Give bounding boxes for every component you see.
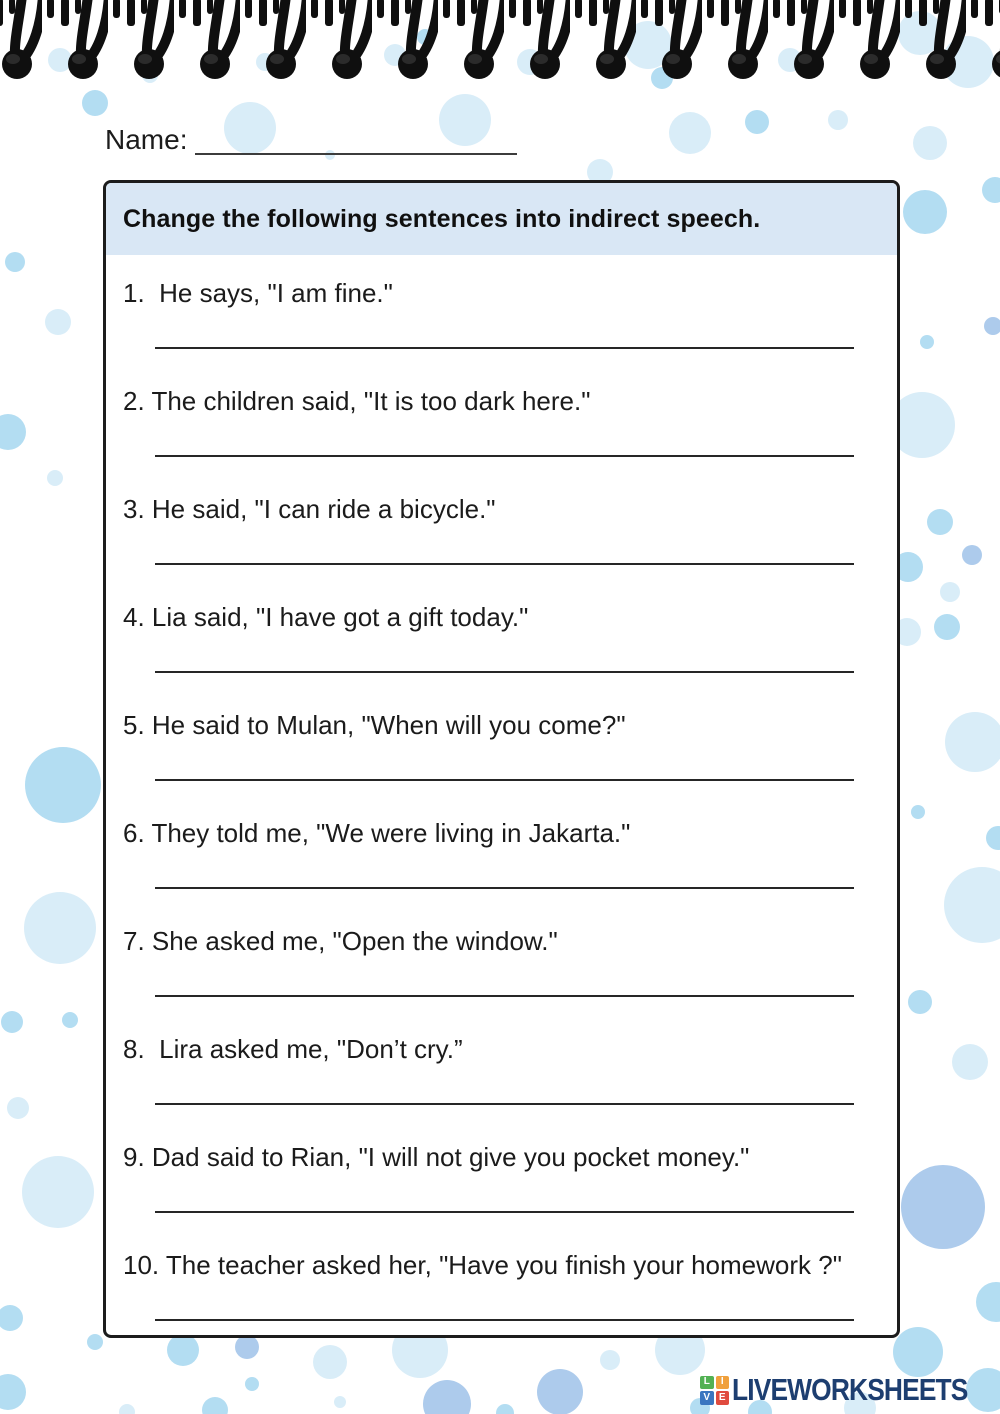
background-dot <box>940 582 960 602</box>
background-dot <box>496 1404 514 1414</box>
background-dot <box>903 190 947 234</box>
background-dot <box>962 545 982 565</box>
question-item <box>106 363 897 471</box>
question-item <box>106 1011 897 1119</box>
background-dot <box>901 1165 985 1249</box>
logo-tile-v: V <box>700 1391 714 1405</box>
answer-line[interactable] <box>155 1211 854 1213</box>
question-item <box>106 795 897 903</box>
background-dot <box>167 1334 199 1366</box>
background-dot <box>5 252 25 272</box>
logo-tile-l: L <box>700 1376 714 1390</box>
background-dot <box>911 805 925 819</box>
question-text: 10. The teacher asked her, "Have you finish your homework ?" <box>123 1250 842 1280</box>
name-label: Name: <box>105 124 188 155</box>
background-dot <box>927 509 953 535</box>
background-dot <box>313 1345 347 1379</box>
question-text: 3. He said, "I can ride a bicycle." <box>123 494 496 524</box>
background-dot <box>7 1097 29 1119</box>
liveworksheets-logo[interactable] <box>700 1372 1000 1408</box>
background-dot <box>224 102 276 154</box>
background-dot <box>669 112 711 154</box>
background-dot <box>245 1377 259 1391</box>
background-dot <box>119 1404 135 1414</box>
background-dot <box>952 1044 988 1080</box>
answer-line[interactable] <box>155 995 854 997</box>
question-text: 2. The children said, "It is too dark here." <box>123 386 591 416</box>
answer-line[interactable] <box>155 347 854 349</box>
worksheet-instruction: Change the following sentences into indirect speech. <box>106 183 897 255</box>
spiral-binding-icon <box>0 0 1000 96</box>
background-dot <box>537 1369 583 1414</box>
background-dot <box>0 1374 26 1410</box>
background-dot <box>828 110 848 130</box>
question-text: 9. Dad said to Rian, "I will not give you pocket money." <box>123 1142 750 1172</box>
background-dot <box>982 177 1000 203</box>
question-item <box>106 471 897 579</box>
background-dot <box>24 892 96 964</box>
logo-tile-i: I <box>716 1376 730 1390</box>
answer-line[interactable] <box>155 455 854 457</box>
background-dot <box>920 335 934 349</box>
answer-line[interactable] <box>155 563 854 565</box>
background-dot <box>202 1397 228 1414</box>
background-dot <box>0 1305 23 1331</box>
liveworksheets-wordmark: LIVEWORKSHEETS <box>732 1372 968 1407</box>
question-text: 7. She asked me, "Open the window." <box>123 926 558 956</box>
background-dot <box>944 867 1000 943</box>
worksheet-card <box>103 180 900 1338</box>
logo-tile-e: E <box>716 1391 730 1405</box>
answer-line[interactable] <box>155 887 854 889</box>
question-text: 6. They told me, "We were living in Jakarta." <box>123 818 631 848</box>
question-item <box>106 1227 897 1335</box>
question-text: 1. He says, "I am fine." <box>123 278 393 308</box>
question-item <box>106 687 897 795</box>
background-dot <box>908 990 932 1014</box>
question-text: 4. Lia said, "I have got a gift today." <box>123 602 529 632</box>
background-dot <box>423 1380 471 1414</box>
background-dot <box>25 747 101 823</box>
background-dot <box>47 470 63 486</box>
background-dot <box>913 126 947 160</box>
background-dot <box>600 1350 620 1370</box>
question-item <box>106 579 897 687</box>
liveworksheets-grid-icon <box>700 1376 729 1405</box>
background-dot <box>439 94 491 146</box>
background-dot <box>976 1282 1000 1322</box>
answer-line[interactable] <box>155 1103 854 1105</box>
background-dot <box>986 826 1000 850</box>
background-dot <box>334 1396 346 1408</box>
question-text: 8. Lira asked me, "Don’t cry.” <box>123 1034 463 1064</box>
background-dot <box>87 1334 103 1350</box>
answer-line[interactable] <box>155 779 854 781</box>
background-dot <box>984 317 1000 335</box>
background-dot <box>1 1011 23 1033</box>
background-dot <box>945 712 1000 772</box>
background-dot <box>62 1012 78 1028</box>
background-dot <box>45 309 71 335</box>
background-dot <box>934 614 960 640</box>
background-dot <box>893 1327 943 1377</box>
answer-line[interactable] <box>155 671 854 673</box>
answer-line[interactable] <box>155 1319 854 1321</box>
question-item <box>106 903 897 1011</box>
background-dot <box>325 150 335 160</box>
question-item <box>106 1119 897 1227</box>
background-dot <box>22 1156 94 1228</box>
question-text: 5. He said to Mulan, "When will you come?" <box>123 710 626 740</box>
background-dot <box>235 1335 259 1359</box>
question-item <box>106 255 897 363</box>
background-dot <box>745 110 769 134</box>
background-dot <box>0 414 26 450</box>
name-input-line[interactable] <box>195 153 517 155</box>
